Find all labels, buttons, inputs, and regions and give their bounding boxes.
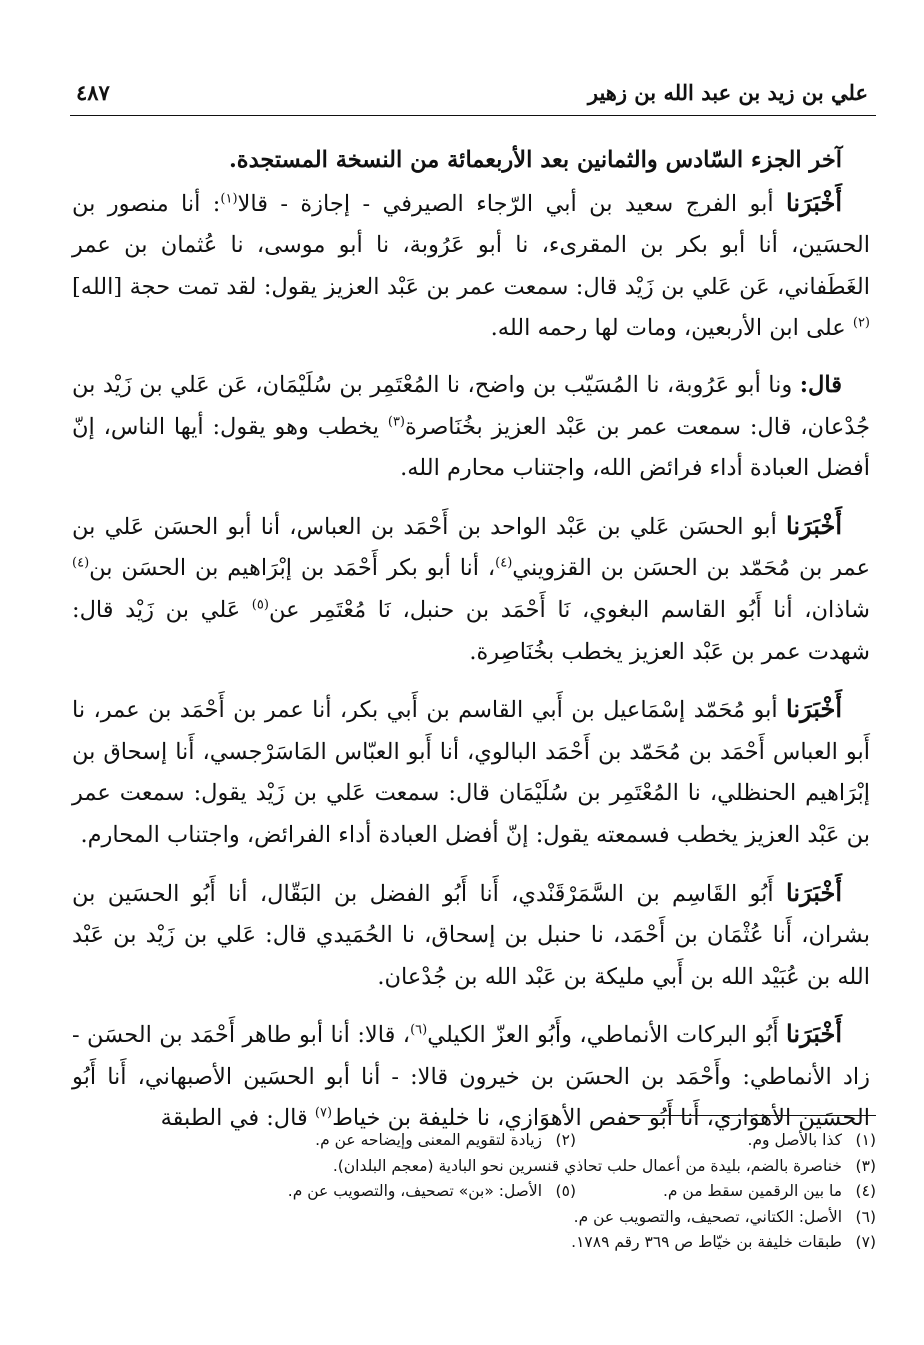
footnote-text: ما بين الرقمين سقط من م. — [662, 1182, 842, 1201]
paragraph-text: أبو مُحَمّد إسْمَاعيل بن أَبي القاسم بن أَبي بكر، أنا عمر بن أَحْمَد بن عمر، نا أَبو العباس أَحْمَد بن مُحَمّد بن أَحْمَد البالوي، أنا أَبو العبّاس المَاسَرْجسي، أَنا إسحاق بن إبْرَاهيم الحنظلي، نا المُعْتَمِر بن سُلَيْمَان قال: سمعت عَلي بن زَيْد يقول: سمعت عمر بن عَبْد العزيز يخطب فسمعته يقول: إنّ أفضل العبادة أداء الفرائض، واجتناب المحارم. — [72, 697, 870, 848]
footnote-text: الأصل: «بن» تصحيف، والتصويب عن م. — [287, 1182, 542, 1201]
footnote-text: كذا بالأصل وم. — [747, 1131, 842, 1149]
paragraph-lead: أَخْبَرَنا — [786, 187, 843, 217]
footnote-5 — [288, 1179, 576, 1205]
footnotes — [72, 1128, 876, 1256]
paragraph-text: ، أنا أبو بكر أَحْمَد بن إبْرَاهيم بن الحسَن بن — [89, 555, 496, 582]
paragraph-text: قال: في الطبقة — [160, 1105, 315, 1132]
footnote-4 — [576, 1179, 876, 1205]
main-text — [72, 140, 870, 1132]
footnote-line — [72, 1230, 876, 1256]
paragraph-text: يخطب وهو يقول: أيها الناس، إنّ أفضل العبادة أداء فرائض الله، واجتناب محارم الله. — [72, 413, 870, 482]
footnote-ref[interactable]: (٥) — [251, 597, 269, 613]
paragraph-text: شاذان، أنا أَبُو القاسم البغوي، نَا أَحْمَد بن حنبل، نَا مُعْتَمِر عن — [268, 596, 870, 623]
footnote-line — [72, 1205, 876, 1231]
paragraph-text: ونا أبو عَرُوبة، نا المُسَيّب بن واضح، نا المُعْتَمِر بن سُلَيْمَان، عَن عَلي بن زَيْد بن جُدْعان، قال: سمعت عمر بن عَبْد العزيز بخُنَاصرة — [72, 371, 870, 440]
footnote-number: (٧) — [855, 1233, 876, 1252]
paragraph-4 — [72, 688, 870, 856]
paragraph-lead: أَخْبَرَنا — [786, 1019, 842, 1049]
section-note: آخر الجزء السّادس والثمانين بعد الأربعمائة من النسخة المستجدة. — [228, 147, 842, 173]
footnote-text: زيادة لتقويم المعنى وإيضاحه عن م. — [315, 1131, 542, 1149]
footnote-ref[interactable]: (٤) — [72, 555, 90, 571]
paragraph-text: على ابن الأربعين، ومات لها رحمه الله. — [490, 315, 853, 342]
footnote-text: خناصرة بالضم، بليدة من أعمال حلب تحاذي قنسرين نحو البادية (معجم البلدان). — [332, 1156, 842, 1175]
footnote-2 — [315, 1128, 576, 1154]
footnote-line — [72, 1154, 876, 1180]
paragraph-3 — [72, 505, 870, 673]
footnote-number: (٣) — [855, 1156, 876, 1175]
paragraph-text: أَبُو القَاسِم بن السَّمَرْقَنْدي، أَنا أَبُو الفضل بن البَقّال، أنا أَبُو الحسَين بن بشران، أَنا عُثْمَان بن أَحْمَد، نا حنبل بن إسحاق، نا الحُمَيدي قال: عَلي بن زَيْد بن عَبْد الله بن عُبَيْد الله بن أَبي مليكة بن عَبْد الله بن جُدْعان. — [72, 880, 870, 990]
footnote-ref[interactable]: (١) — [220, 191, 238, 207]
footnote-ref[interactable]: (٣) — [387, 414, 405, 430]
footnote-line — [72, 1128, 876, 1154]
footnote-ref[interactable]: (٦) — [410, 1022, 428, 1038]
footnote-number: (٥) — [555, 1182, 576, 1201]
paragraph-lead: أَخْبَرَنا — [786, 694, 842, 724]
paragraph-2 — [72, 365, 870, 490]
page-number: ٤٨٧ — [76, 80, 110, 105]
paragraph-text: : أنا منصور بن الحسَين، أنا أبو بكر بن المقرىء، نا أبو عَرُوبة، نا أبو موسى، نا عُثمان بن عمر الغَطَفاني، عَن عَلي بن زَيْد قال: سمعت عمر بن عَبْد العزيز يقول: لقد تمت حجة [الله] — [72, 190, 870, 300]
footnote-3 — [333, 1154, 876, 1180]
footnote-number: (٦) — [855, 1207, 876, 1226]
header-rule — [70, 115, 876, 116]
footnote-number: (٤) — [855, 1182, 876, 1201]
footnote-6 — [574, 1205, 876, 1231]
paragraph-6 — [72, 1013, 870, 1140]
footnote-line — [72, 1179, 876, 1205]
paragraph-lead: أَخْبَرَنا — [786, 510, 842, 540]
paragraph-lead: أَخْبَرَنا — [786, 877, 842, 907]
footnote-number: (٢) — [555, 1131, 576, 1149]
footnote-ref[interactable]: (٧) — [314, 1105, 333, 1121]
paragraph-lead: قال: — [799, 371, 842, 398]
footnote-ref[interactable]: (٢) — [852, 315, 870, 331]
footnote-text: الأصل: الكتاني، تصحيف، والتصويب عن م. — [573, 1207, 842, 1226]
header-title: علي بن زيد بن عبد الله بن زهير — [587, 80, 868, 105]
footnote-text: طبقات خليفة بن خيّاط ص ٣٦٩ رقم ١٧٨٩. — [571, 1233, 842, 1252]
footnote-number: (١) — [855, 1131, 876, 1149]
paragraph-text: عَلي بن زَيْد قال: شهدت عمر بن عَبْد العزيز يخطب بخُنَاصِرة. — [72, 596, 870, 665]
running-header — [70, 70, 876, 116]
footnote-7 — [571, 1230, 876, 1256]
paragraph-text: أبو الفرج سعيد بن أبي الرّجاء الصيرفي - إجازة - قالا — [237, 190, 787, 217]
paragraph-1 — [72, 182, 870, 350]
paragraph-text: أَبُو البركات الأنماطي، وأَبُو العزّ الكيلي — [427, 1022, 787, 1049]
footnote-1 — [576, 1128, 876, 1154]
footnote-separator — [628, 1115, 876, 1116]
paragraph-text: أبو الحسَن عَلي بن عَبْد الواحد بن أَحْمَد بن العباس، أنا أبو الحسَن عَلي بن عمر بن مُحَمّد بن الحسَن بن القزويني — [72, 513, 870, 582]
paragraph-5 — [72, 872, 870, 999]
footnote-ref[interactable]: (٤) — [495, 555, 513, 571]
paragraph-text: ، قالا: أنا أبو طاهر أَحْمَد بن الحسَن - زاد الأنماطي: وأَحْمَد بن الحسَن بن خيرون قالا: - أنا أبو الحسَين الأصبهاني، أَنا أَبُو الحسَين الأهوَازي، أَنا أَبُو حفص الأهوَازي، نا خليفة بن خياط — [72, 1022, 870, 1132]
